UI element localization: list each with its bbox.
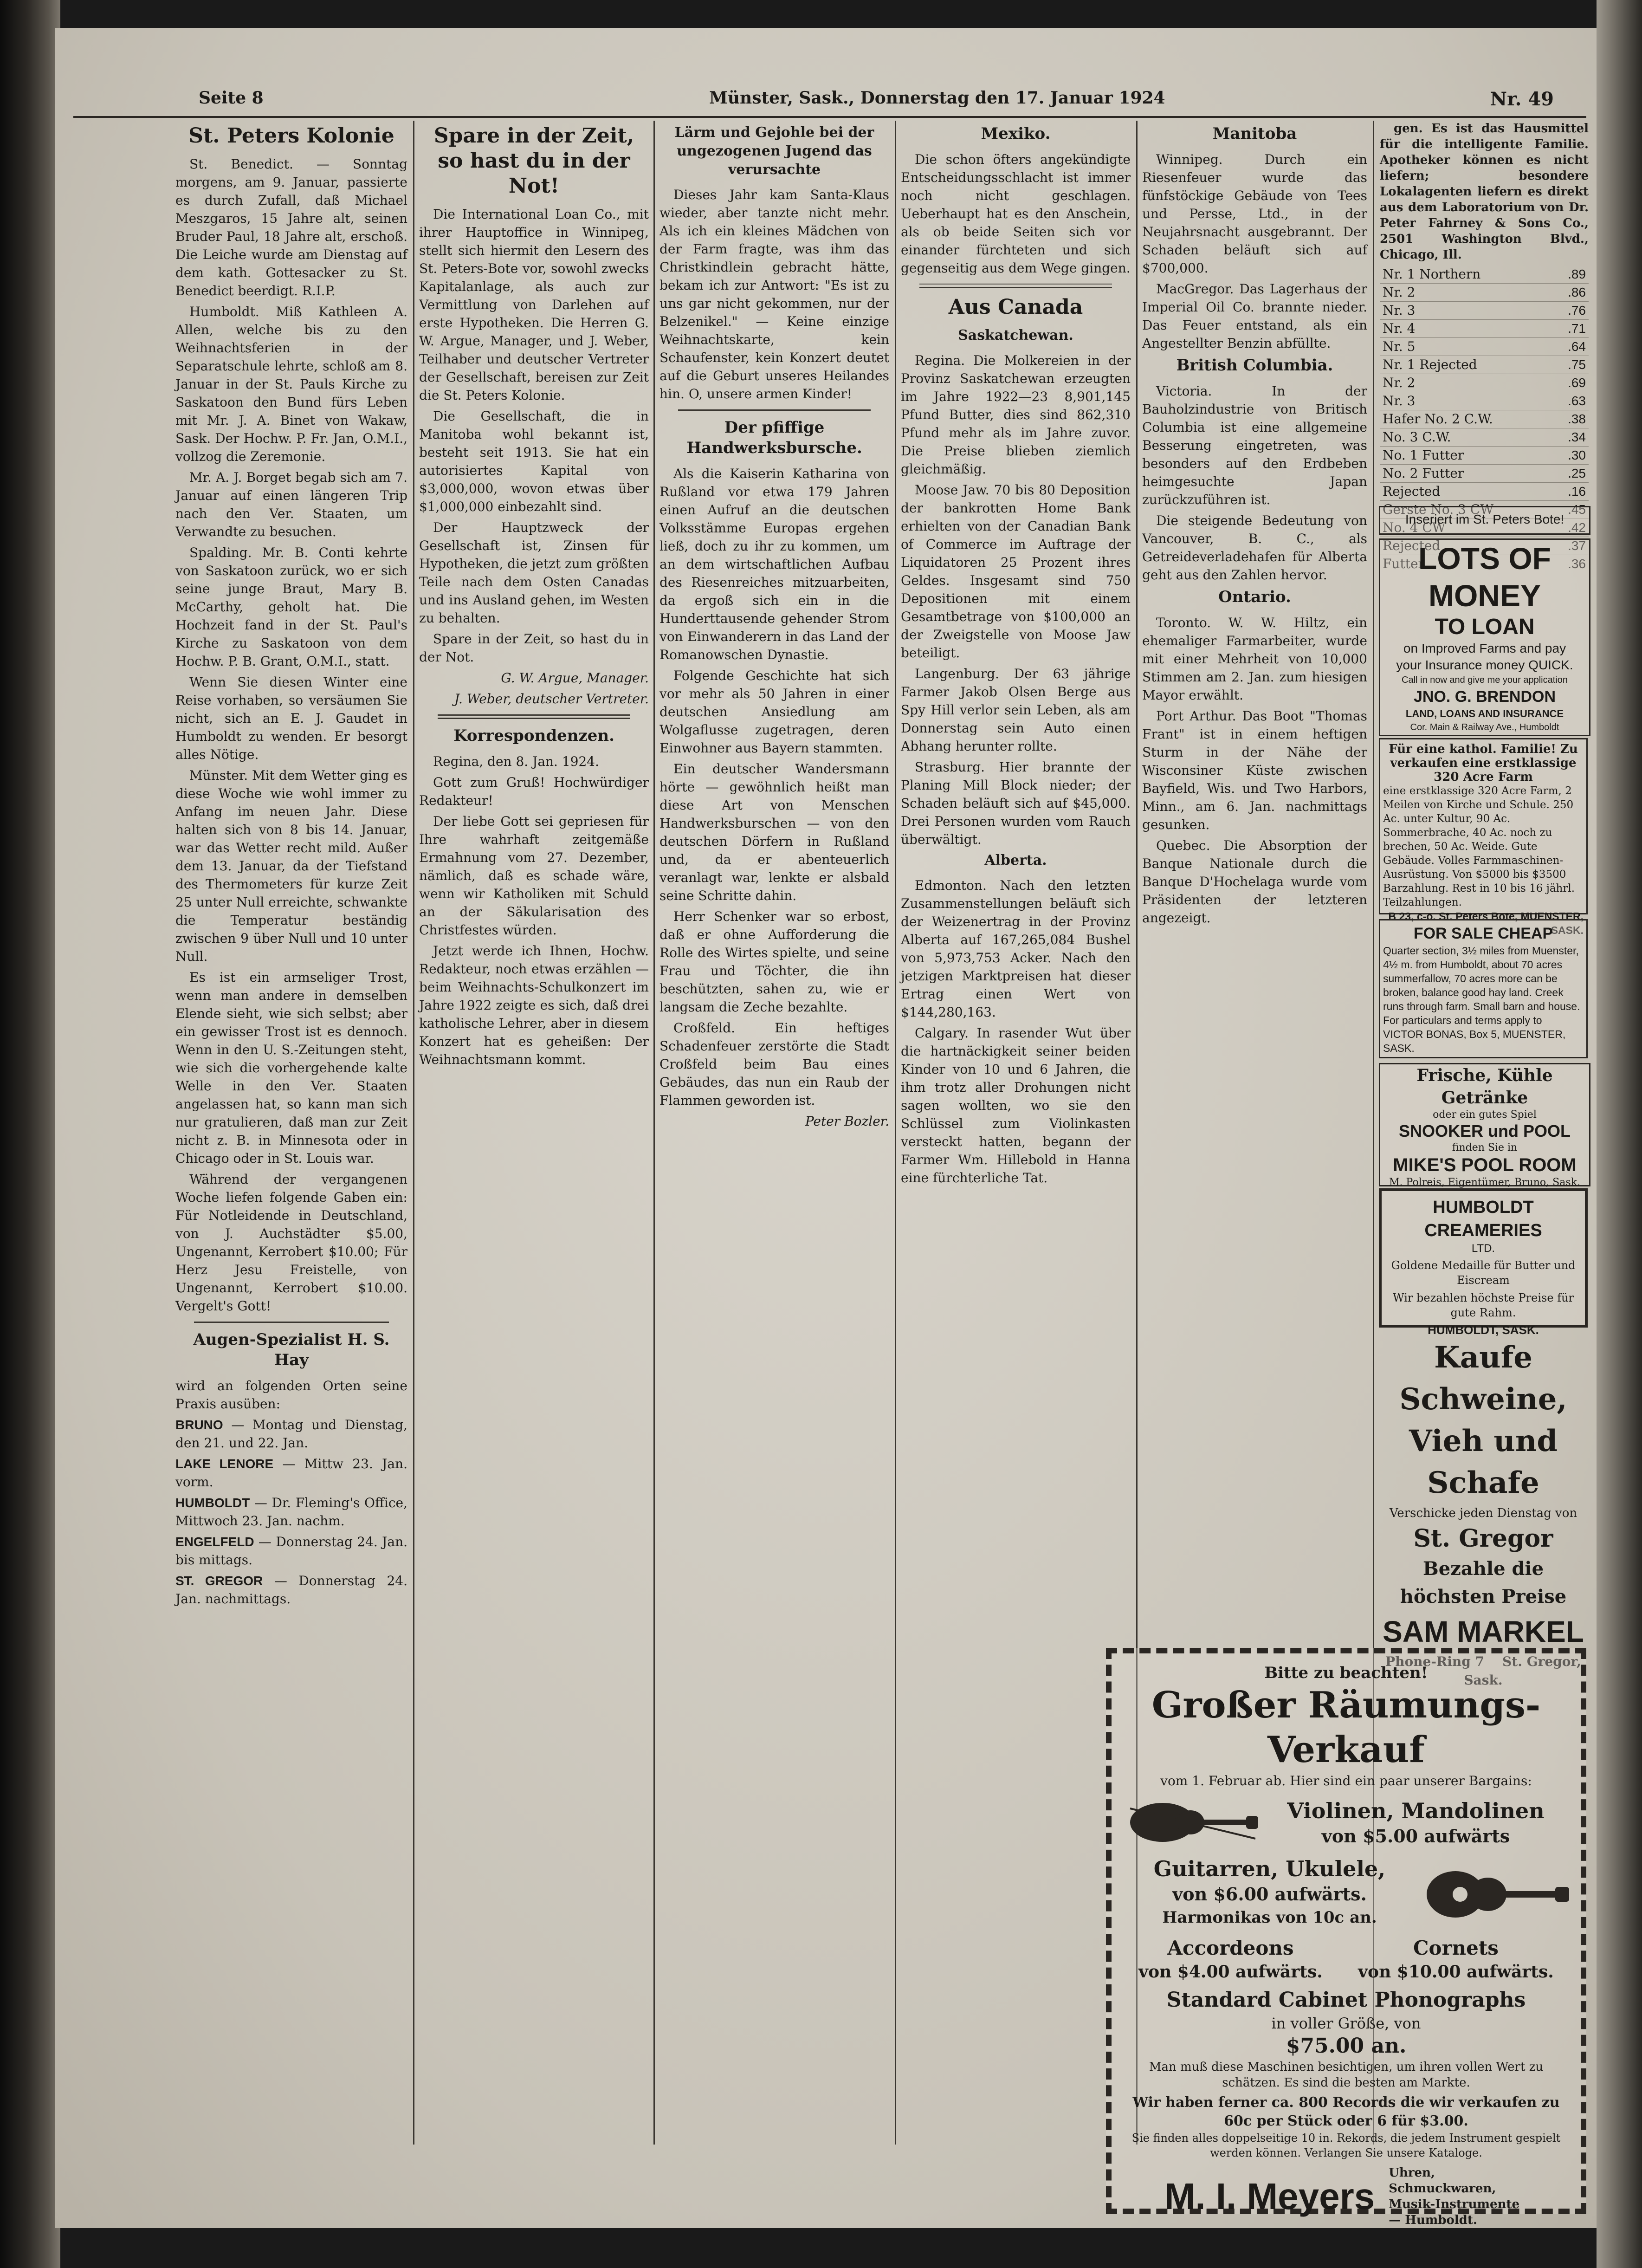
signature: Peter Bozler. xyxy=(805,1114,889,1129)
schedule-place: ST. GREGOR xyxy=(175,1574,263,1588)
guitar-icon xyxy=(1418,1862,1571,1922)
cornets-price: von $10.00 aufwärts. xyxy=(1358,1962,1554,1982)
schedule-place: ENGELFELD xyxy=(175,1535,254,1549)
livestock-prices: Bezahle die höchsten Preise xyxy=(1400,1558,1567,1607)
signature: G. W. Argue, Manager. xyxy=(501,670,649,686)
grain-price: .36 xyxy=(1553,555,1589,573)
eye-specialist-intro: wird an folgenden Orten seine Praxis ausüben: xyxy=(175,1378,407,1412)
schedule-item: HUMBOLDT — Dr. Fleming's Office, Mittwoch 23. Jan. nachm. xyxy=(175,1495,407,1529)
section-divider xyxy=(194,1322,389,1323)
loan-ad xyxy=(1379,538,1590,736)
pool-ad-finden: finden Sie in xyxy=(1452,1142,1518,1153)
violins-label: Violinen, Mandolinen xyxy=(1287,1798,1545,1823)
article-paragraph: Spalding. Mr. B. Conti kehrte von Saskatoon zurück, wo er sich seine junge Braut, Mary B. McCarthy, geholt hat. Die Hochzeit fand in der St. Paul's Kirche zu Saskatoon von dem Hochw. P. B. Grant, O.M.I., statt. xyxy=(175,545,407,669)
livestock-place: St. Gregor xyxy=(1413,1524,1553,1553)
grain-price-row xyxy=(1380,483,1589,501)
province-title: Ontario. xyxy=(1218,588,1291,606)
article-paragraph: Dieses Jahr kam Santa-Klaus wieder, aber tanzte nicht mehr. Als ich ein kleines Mädchen von der Farm fragte, was ihm das Christkindlein gebracht hätte, bekam ich zur Antwort: "Es ist zu uns gar nicht gekommen, nur der Belzenikel." — Keine einzige Weihnachtskarte, kein Schaufenster, kein Konzert deutet auf die Geburt unseres Heilandes hin. O, unsere armen Kinder! xyxy=(659,187,889,402)
grain-price-row xyxy=(1380,447,1589,465)
column-mexiko-canada xyxy=(901,121,1131,2145)
loan-agent-name: JNO. G. BRENDON xyxy=(1413,688,1556,706)
loan-line: Call in now and give me your application xyxy=(1402,675,1568,685)
province-title: British Columbia. xyxy=(1176,356,1333,375)
meyers-catalog: Sie finden alles doppelseitige 10 in. Rekords, die jedem Instrument gespielt werden können. Verlangen Sie unsere Kataloge. xyxy=(1131,2132,1561,2159)
section-title: Spare in der Zeit, so hast du in der Not! xyxy=(433,124,634,198)
page-edge-right xyxy=(1597,0,1642,2268)
cornets-label: Cornets xyxy=(1413,1937,1499,1959)
column-rule xyxy=(413,121,414,2145)
creamery-ltd: LTD. xyxy=(1471,1242,1495,1255)
section-title: St. Peters Kolonie xyxy=(188,124,394,148)
grain-label: No. 4 CW xyxy=(1380,519,1553,537)
grain-price: .38 xyxy=(1553,410,1589,428)
livestock-ad xyxy=(1379,1337,1588,1688)
meyers-tagline: Uhren, Schmuckwaren, Musik-Instrumente — Humboldt. xyxy=(1389,2166,1520,2227)
grain-label: Nr. 4 xyxy=(1380,320,1553,338)
violins-price: von $5.00 aufwärts xyxy=(1321,1826,1510,1847)
accordeon-cornet-row xyxy=(1121,1936,1571,1983)
meyers-title: Großer Räumungs-Verkauf xyxy=(1151,1684,1541,1771)
grain-label: Rejected xyxy=(1380,483,1553,501)
grain-price-row xyxy=(1380,320,1589,338)
loan-headline: LOTS OF MONEY xyxy=(1418,541,1551,613)
violin-icon xyxy=(1121,1795,1260,1850)
inserted-banner xyxy=(1379,506,1590,535)
grain-price: .63 xyxy=(1553,392,1589,410)
grain-label: Rejected xyxy=(1380,537,1553,555)
article-paragraph: Humboldt. Miß Kathleen A. Allen, welche bis zu den Weihnachtsferien in der Separatschule lehrte, schloß am 8. Januar in der St. Pauls Kirche zu Saskatoon den Bund fürs Leben mit Mr. J. A. Binet von Wakaw, Sask. Der Hochw. P. Fr. Jan, O.M.I., vollzog die Zeremonie. xyxy=(175,304,407,464)
section-title: Mexiko. xyxy=(981,124,1051,143)
grain-price-row xyxy=(1380,465,1589,483)
meyers-name: M. I. Meyers xyxy=(1164,2176,1375,2217)
phonographs-price: $75.00 an. xyxy=(1286,2034,1407,2058)
schedule-when: Mittw 23. Jan. vorm. xyxy=(175,1456,407,1490)
article-paragraph: Edmonton. Nach den letzten Zusammenstellungen beläuft sich der Weizenertrag in der Provinz Alberta auf 167,265,084 Bushel von 5,973,753 Acker. Nach den jetzigen Marktpreisen hat dieser Ertrag einen Wert von $144,280,163. xyxy=(901,878,1131,1020)
article-paragraph: Wenn Sie diesen Winter eine Reise vorhaben, so versäumen Sie nicht, sich an E. J. Gaudet in Humboldt zu wenden. Er besorgt alles Nötige. xyxy=(175,674,407,762)
accordeons-price: von $4.00 aufwärts. xyxy=(1138,1962,1323,1982)
article-paragraph: Die schon öfters angekündigte Entscheidungsschlacht ist immer noch nicht geschlagen. Ueberhaupt hat es den Anschein, als ob beide Seiten sich vor einander fürchteten und sich gegenseitig aus dem Wege gingen. xyxy=(901,152,1131,276)
meyers-subtitle: vom 1. Februar ab. Hier sind ein paar unserer Bargains: xyxy=(1160,1773,1532,1788)
section-divider xyxy=(919,284,1112,288)
grain-price-row xyxy=(1380,338,1589,356)
loan-address: Cor. Main & Railway Ave., Humboldt xyxy=(1410,722,1559,732)
grain-price-row xyxy=(1380,356,1589,374)
article-paragraph: Als die Kaiserin Katharina von Rußland vor etwa 179 Jahren einen Aufruf an die deutschen Volksstämme Europas ergehen ließ, doch zu ihr zu kommen, um an dem wirtschaftlichen Aufbau des Riesenreiches mitzuarbeiten, da ergoß sich ein in die Hunderttausende gehender Strom von Einwanderern in das Land der Romanowschen Dynastie. xyxy=(659,466,889,662)
article-paragraph: Die International Loan Co., mit ihrer Hauptoffice in Winnipeg, stellt sich hiermit den Lesern des St. Peters-Bote vor, sowohl zwecks Kapitalanlage, als auch zur Vermittlung von Darlehen auf erste Hypotheken. Die Herren G. W. Argue, Manager, und J. Weber, Teilhaber und deutscher Vertreter der Gesellschaft, bereisen zur Zeit die St. Peters Kolonie. xyxy=(419,207,649,403)
article-paragraph: Münster. Mit dem Wetter ging es diese Woche wie wohl immer zu Anfang im neuen Jahr. Diese halten sich von 8 bis 14. Januar, war das Wetter recht mild. Außer dem 13. Januar, da der Tiefstand des Thermometers für kurze Zeit 25 unter Null erreichte, schwankte die Temperatur beständig zwischen 9 über Null und 10 unter Null. xyxy=(175,768,407,964)
page-label: Seite 8 xyxy=(199,88,264,108)
loan-line: your Insurance money QUICK. xyxy=(1396,658,1573,672)
article-paragraph: Victoria. In der Bauholzindustrie von Britisch Columbia ist eine allgemeine Besserung eingetreten, was besonders auf den Erdbeben heimgesuchte Japan zurückzuführen ist. xyxy=(1142,383,1367,507)
loan-business: LAND, LOANS AND INSURANCE xyxy=(1405,708,1564,719)
dateline: Münster, Sask., Donnerstag den 17. Januar 1924 xyxy=(709,88,1165,108)
pool-room-ad xyxy=(1379,1063,1590,1186)
farm-ad-body: eine erstklassige 320 Acre Farm, 2 Meilen von Kirche und Schule. 250 Ac. unter Kultur, 90 Ac. Sommerbrache, 40 Ac. noch zu brechen, 50 Ac. Weide. Gute Gebäude. Volles Farmmaschinen-Ausrüstung. Von $5000 bis $3500 Barzahlung. Rest in 10 bis 16 jährl. Teilzahlungen. xyxy=(1383,785,1575,908)
creamery-line: Wir bezahlen höchste Preise für gute Rahm. xyxy=(1392,1291,1574,1319)
binding-edge xyxy=(0,0,60,2268)
article-paragraph: Die Gesellschaft, die in Manitoba wohl bekannt ist, besteht seit 1913. Sie hat ein autorisiertes Kapital von $3,000,000, wovon etwas über $1,000,000 einbezahlt sind. xyxy=(419,408,649,514)
schedule-place: LAKE LENORE xyxy=(175,1457,274,1471)
province-title: Alberta. xyxy=(984,852,1047,868)
livestock-headline: Kaufe Schweine, xyxy=(1399,1340,1567,1417)
article-paragraph: Ein deutscher Wandersmann hörte — gewöhnlich heißt man diese Art von Menschen Handwerksburschen — von den deutschen Dörfern in Rußland und, da er abenteuerlich veranlagt war, lenkte er alsbald seine Schritte dahin. xyxy=(659,761,889,903)
column-provinces xyxy=(1142,121,1367,1216)
grain-price: .89 xyxy=(1553,266,1589,284)
column-spare xyxy=(419,121,649,2145)
pool-ad-name: MIKE'S POOL ROOM xyxy=(1393,1155,1577,1175)
schedule-place: BRUNO xyxy=(175,1418,223,1432)
schedule-when: Dr. Fleming's Office, Mittwoch 23. Jan. nachm. xyxy=(175,1495,407,1529)
grain-label: Nr. 3 xyxy=(1380,392,1553,410)
meyers-view-line: Man muß diese Maschinen besichtigen, um ihren vollen Wert zu schätzen. Es sind die besten am Markte. xyxy=(1149,2060,1544,2090)
article-paragraph: St. Benedict. — Sonntag morgens, am 9. Januar, passierte es durch Zufall, daß Michael Meszgaros, 15 Jahre alt, seinen Bruder Paul, 18 Jahre alt, erschoß. Die Leiche wurde am Dienstag auf dem kath. Gottesacker zu St. Benedict beerdigt. R.I.P. xyxy=(175,156,407,298)
grain-label: No. 3 C.W. xyxy=(1380,428,1553,447)
grain-label: No. 1 Futter xyxy=(1380,447,1553,465)
article-paragraph: Croßfeld. Ein heftiges Schadenfeuer zerstörte die Stadt Croßfeld beim Bau eines Gebäudes, das nun ein Raub der Flammen geworden ist. xyxy=(659,1020,889,1108)
article-paragraph: Langenburg. Der 63 jährige Farmer Jakob Olsen Berge aus Spy Hill verlor sein Leben, als am Donnerstag sein Auto einen Abhang herunter rollte. xyxy=(901,666,1131,754)
livestock-town: St. Gregor, Sask. xyxy=(1464,1654,1581,1688)
article-paragraph: Calgary. In rasender Wut über die hartnäckigkeit seiner beiden Kinder von 10 und 6 Jahren, die ihm trotz aller Drohungen nicht sagen wollten, wo sie den Schlüssel zum Violinkasten versteckt hatten, begann der Farmer Wm. Hillebold in Hanna eine fürchterliche Tat. xyxy=(901,1025,1131,1186)
article-paragraph: Spare in der Zeit, so hast du in der Not. xyxy=(419,631,649,665)
grain-label: Futter xyxy=(1380,555,1553,573)
column-rule xyxy=(653,121,655,2145)
grain-price: .76 xyxy=(1553,302,1589,320)
grain-label: Nr. 2 xyxy=(1380,284,1553,302)
sale-ad-body: Quarter section, 3½ miles from Muenster, 4½ m. from Humboldt, about 70 acres summerfallow, 70 acres more can be broken, balance good hay land. Creek runs through farm. Small barn and house. For particulars and terms apply to VICTOR BONAS, Box 5, MUENSTER, SASK. xyxy=(1383,945,1580,1054)
grain-price-row xyxy=(1380,302,1589,320)
schedule-place: HUMBOLDT xyxy=(175,1496,250,1510)
guitars-label: Guitarren, Ukulele, xyxy=(1153,1856,1386,1881)
grain-price: .45 xyxy=(1553,501,1589,519)
meyers-notice: Bitte zu beachten! xyxy=(1264,1664,1428,1682)
grain-price-row xyxy=(1380,392,1589,410)
masthead xyxy=(73,84,1586,118)
grain-label: Nr. 1 Rejected xyxy=(1380,356,1553,374)
grain-price-row xyxy=(1380,428,1589,447)
grain-price: .86 xyxy=(1553,284,1589,302)
pool-ad-owner: M. Polreis, Eigentümer, Bruno, Sask. xyxy=(1389,1177,1580,1188)
loan-subhead: TO LOAN xyxy=(1435,615,1535,639)
article-paragraph: Moose Jaw. 70 bis 80 Deposition der bankrotten Home Bank erhielten von der Canadian Bank of Commerce im Auftrage der Liquidatoren 25 Prozent ihres Geldes. Insgesamt sind 750 Depositionen mit einem Gesamtbetrage von $100,000 an der Zweigstelle von Moose Jaw beteiligt. xyxy=(901,482,1131,661)
article-paragraph: MacGregor. Das Lagerhaus der Imperial Oil Co. brannte nieder. Das Feuer entstand, als ein Angestellter Benzin abfüllte. xyxy=(1142,281,1367,351)
article-paragraph: Die steigende Bedeutung von Vancouver, B. C., als Getreideverladehafen für Alberta geht aus den Zahlen hervor. xyxy=(1142,513,1367,583)
livestock-headline: Vieh und Schafe xyxy=(1409,1424,1558,1500)
article-paragraph: Toronto. W. W. Hiltz, ein ehemaliger Farmarbeiter, wurde mit einer Mehrheit von 10,000 Stimmen am 2. Jan. zum hiesigen Mayor erwählt. xyxy=(1142,615,1367,703)
grain-label: Hafer No. 2 C.W. xyxy=(1380,410,1553,428)
meyers-footer xyxy=(1121,2165,1571,2228)
column-st-peters-kolonie xyxy=(175,121,407,2145)
article-paragraph: Folgende Geschichte hat sich vor mehr als 50 Jahren in einer deutschen Ansiedlung am Wolgaflusse zugetragen, deren Einwohner aus Bayern stammten. xyxy=(659,668,889,756)
signature: J. Weber, deutscher Vertreter. xyxy=(454,691,649,706)
harmonikas-label: Harmonikas von 10c an. xyxy=(1162,1908,1377,1927)
canada-title: Aus Canada xyxy=(948,295,1083,319)
article-paragraph: Regina. Die Molkereien in der Provinz Saskatchewan erzeugten im Jahre 1922—23 8,901,145 Pfund Butter, dies sind 862,310 Pfund mehr als im Jahre zuvor. Die Preise blieben ziemlich gleichmäßig. xyxy=(901,353,1131,477)
creamery-ad xyxy=(1379,1188,1588,1337)
schedule-item: ST. GREGOR — Donnerstag 24. Jan. nachmittags. xyxy=(175,1573,407,1607)
grain-label: Gerste No. 3 CW xyxy=(1380,501,1553,519)
livestock-shipping: Verschicke jeden Dienstag von xyxy=(1389,1506,1577,1520)
grain-label: Nr. 5 xyxy=(1380,338,1553,356)
guitar-row xyxy=(1121,1855,1571,1929)
issue-number: Nr. 49 xyxy=(1490,88,1554,110)
grain-price: .34 xyxy=(1553,428,1589,447)
column-market xyxy=(1380,121,1589,571)
article-paragraph: Jetzt werde ich Ihnen, Hochw. Redakteur, noch etwas erzählen — beim Weihnachts-Schulkonzert im Jahre 1922 zeigte es sich, daß drei katholische Lehrer, aber in diesem Konzert hat es geheißen: Der Weihnachtsmann kommt. xyxy=(419,943,649,1067)
grain-price-row xyxy=(1380,410,1589,428)
schedule-item: LAKE LENORE — Mittw 23. Jan. vorm. xyxy=(175,1456,407,1490)
guitars-price: von $6.00 aufwärts. xyxy=(1172,1884,1367,1905)
grain-label: Nr. 3 xyxy=(1380,302,1553,320)
article-paragraph: Herr Schenker war so erbost, daß er ohne Aufforderung die Rolle des Wirtes spielte, und seine Frau und Töchter, die ihn beschützten, sahen zu, wie er langsam die Zeche bezahlte. xyxy=(659,909,889,1015)
schedule-when: Donnerstag 24. Jan. nachmittags. xyxy=(175,1573,407,1607)
province-title: Manitoba xyxy=(1212,124,1297,143)
article-paragraph: Der Hauptzweck der Gesellschaft ist, Zinsen für Hypotheken, die jetzt zum größten Teile nach dem Osten Canadas und ins Ausland gehen, im Westen zu behalten. xyxy=(419,520,649,626)
newspaper-page xyxy=(55,28,1597,2228)
eye-specialist-title: Augen-Spezialist H. S. Hay xyxy=(193,1330,390,1369)
creamery-place: HUMBOLDT, SASK. xyxy=(1428,1323,1539,1337)
sale-cheap-ad xyxy=(1379,919,1588,1058)
farm-ad-contact: B 23, c-o. St. Peters Bote, MUENSTER, SASK. xyxy=(1388,910,1584,936)
inserted-text: Inseriert im St. Peters Bote! xyxy=(1405,512,1564,526)
section-divider xyxy=(678,409,871,411)
article-paragraph: Strasburg. Hier brannte der Planing Mill Block nieder; der Schaden beläuft sich auf $45,000. Drei Personen wurden vom Rauch überwältigt. xyxy=(901,759,1131,847)
phonographs-size: in voller Größe, von xyxy=(1271,2015,1421,2032)
grain-price: .71 xyxy=(1553,320,1589,338)
violin-row xyxy=(1121,1795,1571,1850)
schedule-item: BRUNO — Montag und Dienstag, den 21. und 22. Jan. xyxy=(175,1417,407,1451)
article-paragraph: Der liebe Gott sei gepriesen für Ihre wahrhaft zeitgemäße Ermahnung vom 27. Dezember, nämlich, daß es schade wäre, wenn wir Katholiken mit Schuld an der Säkularisation des Christfestes würden. xyxy=(419,814,649,938)
correspondence-title: Korrespondenzen. xyxy=(453,726,614,745)
grain-price: .42 xyxy=(1553,519,1589,537)
section-divider xyxy=(438,714,630,719)
grain-label: Nr. 1 Northern xyxy=(1380,266,1553,284)
meyers-records: Wir haben ferner ca. 800 Records die wir verkaufen zu 60c per Stück oder 6 für $3.00. xyxy=(1132,2094,1560,2129)
article-paragraph: Port Arthur. Das Boot "Thomas Frant" ist in einem heftigen Sturm in der Nähe der Wisconsiner Küste zwischen Bayfield, Wis. und Two Harbors, Minn., am 6. Jan. nachmittags gesunken. xyxy=(1142,708,1367,832)
grain-price-row xyxy=(1380,284,1589,302)
article-paragraph: Winnipeg. Durch ein Riesenfeuer wurde das fünfstöckige Gebäude von Tees und Persse, Ltd., in der Neujahrsnacht ausgebrannt. Der Schaden beläuft sich auf $700,000. xyxy=(1142,152,1367,276)
column-handwerksbursche xyxy=(659,121,889,2145)
pool-ad-title: Frische, Kühle Getränke xyxy=(1416,1066,1553,1108)
pool-ad-games: SNOOKER und POOL xyxy=(1398,1121,1571,1140)
creamery-name: HUMBOLDT CREAMERIES xyxy=(1424,1198,1542,1240)
schedule-when: Montag und Dienstag, den 21. und 22. Jan. xyxy=(175,1417,407,1451)
column-rule xyxy=(895,121,896,2145)
grain-price: .16 xyxy=(1553,483,1589,501)
article-paragraph: Quebec. Die Absorption der Banque Nationale durch die Banque D'Hochelaga wurde vom Präsidenten der letzteren angezeigt. xyxy=(1142,838,1367,926)
section-title: Lärm und Gejohle bei der ungezogenen Jugend das verursachte xyxy=(674,124,874,178)
grain-price: .64 xyxy=(1553,338,1589,356)
grain-price: .75 xyxy=(1553,356,1589,374)
article-paragraph: Mr. A. J. Borget begab sich am 7. Januar auf einen längeren Trip nach den Ver. Staaten, um Verwandte zu besuchen. xyxy=(175,470,407,539)
correspondence-dateline: Regina, den 8. Jan. 1924. xyxy=(433,754,600,769)
article-paragraph: Gott zum Gruß! Hochwürdiger Redakteur! xyxy=(419,775,649,808)
grain-price: .30 xyxy=(1553,447,1589,465)
grain-label: Nr. 2 xyxy=(1380,374,1553,392)
pool-ad-sub: oder ein gutes Spiel xyxy=(1433,1109,1537,1121)
accordeons-label: Accordeons xyxy=(1167,1937,1294,1959)
grain-price-row xyxy=(1380,374,1589,392)
phonographs-label: Standard Cabinet Phonographs xyxy=(1166,1988,1526,2012)
story-title: Der pfiffige Handwerksbursche. xyxy=(686,418,862,457)
farm-ad-title: Für eine kathol. Familie! Zu verkaufen eine erstklassige 320 Acre Farm xyxy=(1389,742,1578,784)
grain-price: .37 xyxy=(1553,537,1589,555)
schedule-when: Donnerstag 24. Jan. bis mittags. xyxy=(175,1534,407,1568)
grain-price: .69 xyxy=(1553,374,1589,392)
sale-ad-title: FOR SALE CHEAP xyxy=(1413,925,1553,942)
meyers-sale-ad xyxy=(1106,1648,1586,2227)
article-paragraph: Es ist ein armseliger Trost, wenn man andere in demselben Elende sieht, wie sich selbst; aber ein gewisser Trost ist es dennoch. Wenn in den U. S.-Zeitungen steht, wie sich die vorhergehende kalte Welle in den Ver. Staaten angelassen hat, so kann man sich nur gratulieren, daß man zur Zeit nicht z. B. in Minnesota oder in Chicago oder in St. Louis war. xyxy=(175,970,407,1166)
schedule-item: ENGELFELD — Donnerstag 24. Jan. bis mittags. xyxy=(175,1534,407,1568)
loan-line: on Improved Farms and pay xyxy=(1403,641,1566,655)
grain-price-row xyxy=(1380,266,1589,284)
remedy-notice: gen. Es ist das Hausmittel für die intelligente Familie. Apotheker können es nicht liefern; besondere Lokalagenten liefern es direkt aus dem Laboratorium von Dr. Peter Fahrney & Sons Co., 2501 Washington Blvd., Chicago, Ill. xyxy=(1380,122,1589,262)
creamery-medal: Goldene Medaille für Butter und Eiscream xyxy=(1391,1259,1576,1287)
grain-label: No. 2 Futter xyxy=(1380,465,1553,483)
province-title: Saskatchewan. xyxy=(958,327,1073,343)
livestock-name: SAM MARKEL xyxy=(1383,1615,1584,1648)
grain-price: .25 xyxy=(1553,465,1589,483)
livestock-phone: Phone-Ring 7 xyxy=(1385,1654,1485,1669)
article-paragraph: Während der vergangenen Woche liefen folgende Gaben ein: Für Notleidende in Deutschland, von J. Auchstädter $5.00, Ungenannt, Kerrobert $10.00; Für Herz Jesu Freistelle, von Ungenannt, Kerrobert $10.00. Vergelt's Gott! xyxy=(175,1172,407,1314)
